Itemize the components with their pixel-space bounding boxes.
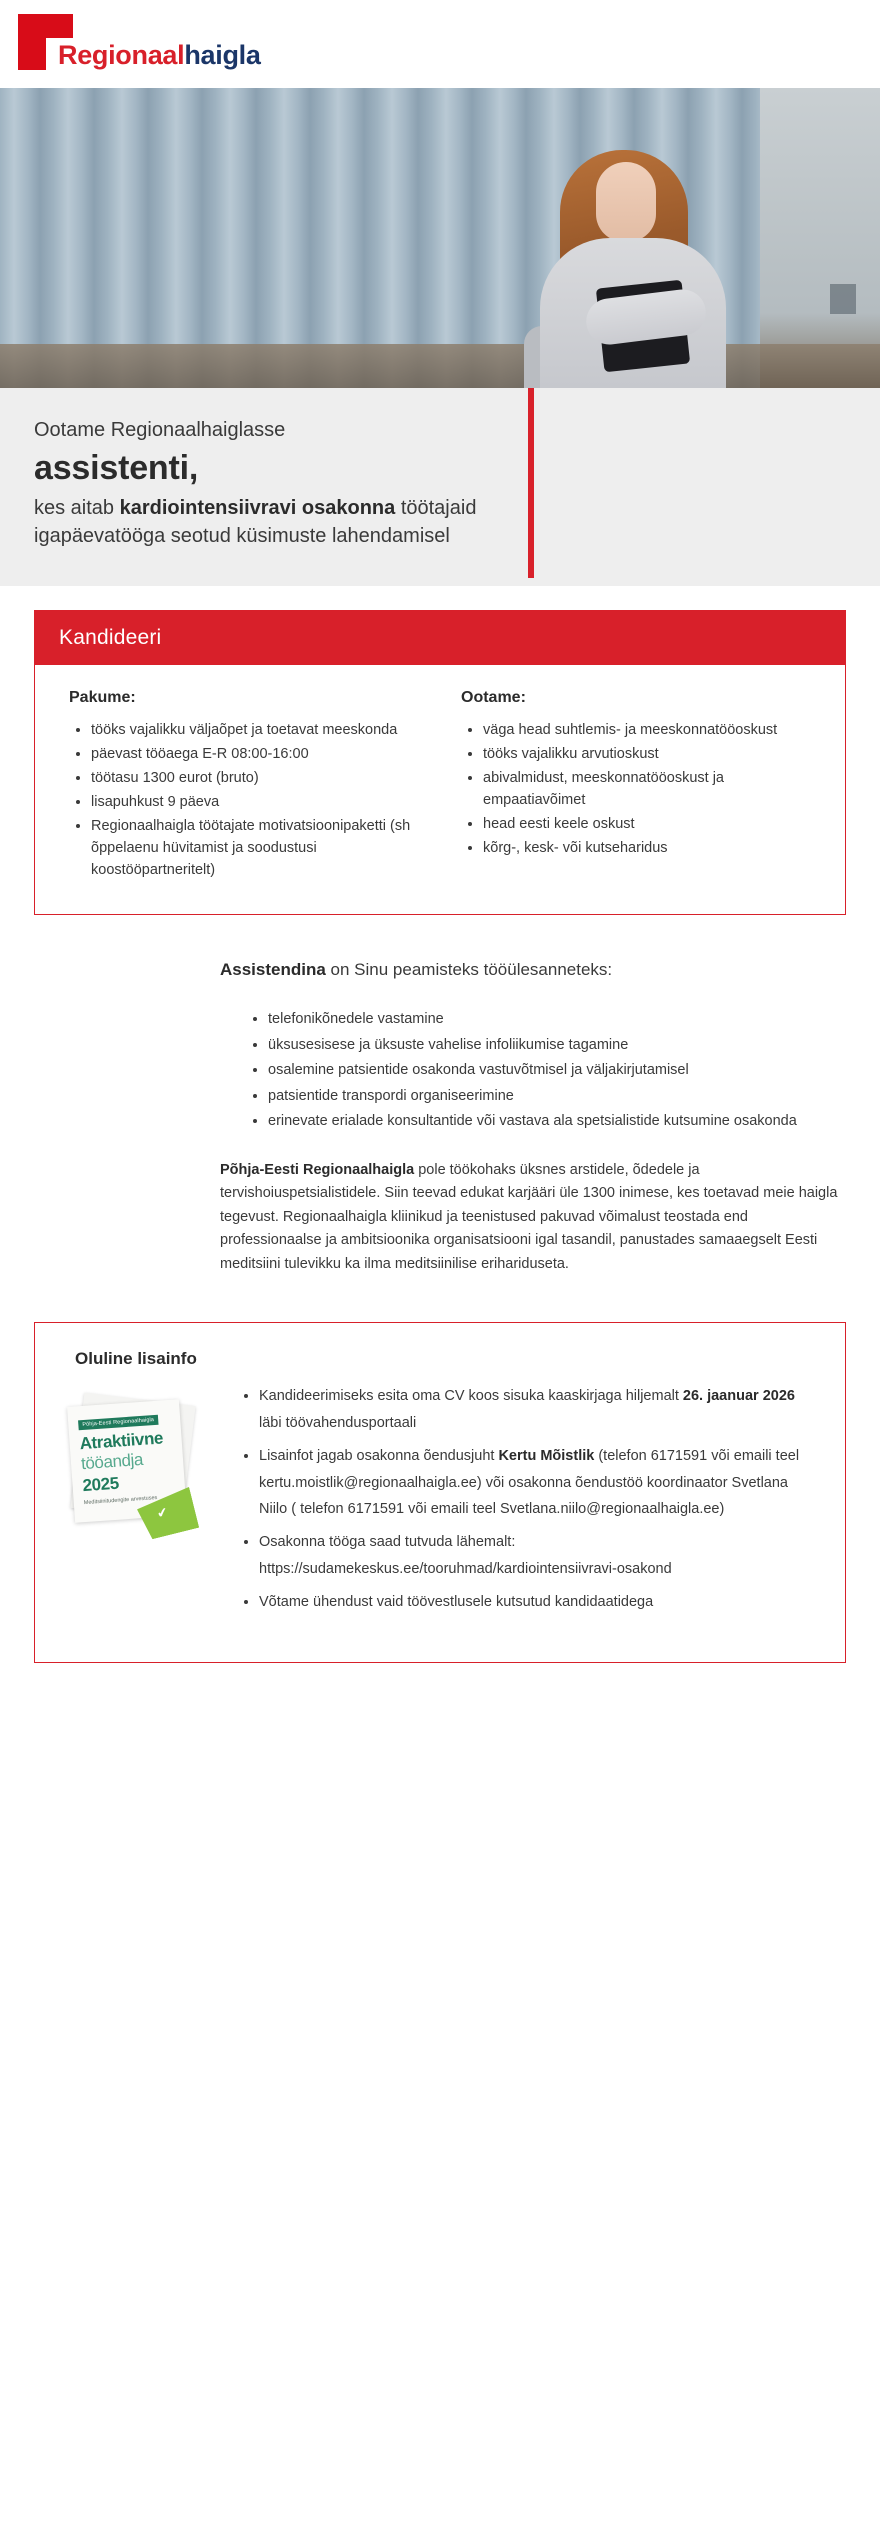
headline-kicker: Ootame Regionaalhaiglasse <box>34 419 286 441</box>
tasks-title <box>220 957 840 983</box>
list-item: • abivalmidust, meeskonnatööoskust ja empaatiavõimet <box>483 767 823 811</box>
headline-sub-bold: kardiointensiivravi osakonna <box>119 496 396 519</box>
important-info-list <box>217 1383 819 1622</box>
tasks-title-rest: on Sinu peamisteks tööülesanneteks: <box>325 959 613 979</box>
attractive-employer-badge <box>61 1395 201 1535</box>
important-info-row <box>61 1383 819 1622</box>
badge-line-4: Meditsiinitudengite arvestuses <box>83 1495 158 1507</box>
info-bullets <box>239 1383 819 1616</box>
company-name: Põhja-Eesti Regionaalhaigla <box>220 1161 415 1178</box>
headline-subtitle <box>34 494 504 551</box>
list-item: • väga head suhtlemis- ja meeskonnatööoskust <box>483 719 823 741</box>
hero-person-face <box>596 162 656 242</box>
info-item-0-bold: 26. jaanuar 2026 <box>682 1388 795 1405</box>
info-item-1-after: (telefon 6171591 või emaili teel kertu.moistlik@regionaalhaigla.ee) või osakonna õendustöö koordinaator Svetlana Niilo ( telefon 6171591 või emaili teel Svetlana.niilo@regionaalhaigla.ee) <box>259 1447 800 1518</box>
badge-line-3: 2025 <box>81 1473 120 1496</box>
offer-list <box>57 719 431 881</box>
offer-column <box>57 689 431 883</box>
list-item: • telefonikõnedele vastamine <box>268 1008 840 1030</box>
logo-wordmark <box>58 40 261 71</box>
info-item-0-after: läbi töövahendusportaali <box>259 1414 417 1431</box>
hero-wall <box>760 88 880 388</box>
apply-box-body <box>35 665 845 913</box>
list-item: • patsientide transpordi organiseerimine <box>268 1085 840 1107</box>
tasks-section <box>0 915 880 1277</box>
list-item <box>259 1443 819 1523</box>
apply-box-heading: Kandideeri <box>35 611 845 665</box>
info-item-2-before: Osakonna tööga saad tutvuda lähemalt: https://sudamekeskus.ee/tooruhmad/kardiointensiivravi-osakond <box>259 1534 672 1577</box>
list-item: • kõrg-, kesk- või kutseharidus <box>483 837 823 859</box>
company-description <box>220 1159 840 1276</box>
hero-wall-panel <box>830 284 856 314</box>
list-item <box>259 1383 819 1437</box>
logo-word-haigla: haigla <box>184 40 261 70</box>
expect-title: Ootame: <box>461 689 526 707</box>
badge-line-2: tööandja <box>80 1449 144 1474</box>
list-item: • tööks vajalikku väljaõpet ja toetavat meeskonda <box>91 719 431 741</box>
list-item: • üksusesisese ja üksuste vahelise infoliikumise tagamine <box>268 1034 840 1056</box>
tasks-list <box>220 1008 840 1132</box>
info-item-1-bold: Kertu Mõistlik <box>498 1447 595 1464</box>
badge-check-icon: ✔ <box>155 1504 170 1522</box>
list-item: • head eesti keele oskust <box>483 813 823 835</box>
info-item-1-before: Lisainfot jagab osakonna õendusjuht <box>259 1447 499 1464</box>
important-info-box <box>34 1322 846 1663</box>
site-header <box>0 0 880 88</box>
badge-line-1: Atraktiivne <box>79 1428 164 1454</box>
list-item <box>259 1529 819 1583</box>
logo-word-regionaal: Regionaal <box>58 40 185 70</box>
list-item: • erinevate erialade konsultantide või vastava ala spetsialistide kutsumine osakonda <box>268 1110 840 1132</box>
list-item: • töötasu 1300 eurot (bruto) <box>91 767 431 789</box>
list-item: • lisapuhkust 9 päeva <box>91 791 431 813</box>
list-item: • tööks vajalikku arvutioskust <box>483 743 823 765</box>
headline-accent-rule <box>528 388 534 578</box>
offer-title: Pakume: <box>69 689 136 707</box>
expect-column <box>449 689 823 883</box>
regionaalhaigla-logo[interactable] <box>18 12 318 82</box>
hero-floor <box>0 344 880 388</box>
list-item: • Regionaalhaigla töötajate motivatsioonipaketti (sh õppelaenu hüvitamist ja soodustusi koostööpartneritelt) <box>91 815 431 881</box>
tasks-title-bold: Assistendina <box>220 959 326 979</box>
headline-sub-before: kes aitab <box>34 496 120 519</box>
info-item-0-before: Kandideerimiseks esita oma CV koos sisuka kaaskirjaga hiljemalt <box>259 1388 683 1405</box>
badge-org-label: Põhja-Eesti Regionaalhaigla <box>78 1415 158 1431</box>
list-item: • päevast tööaega E-R 08:00-16:00 <box>91 743 431 765</box>
expect-list <box>449 719 823 859</box>
info-item-3-before: Võtame ühendust vaid töövestlusele kutsutud kandidaatidega <box>259 1593 654 1610</box>
hero-curtain-background <box>0 88 880 388</box>
list-item: • osalemine patsientide osakonda vastuvõtmisel ja väljakirjutamisel <box>268 1059 840 1081</box>
important-info-title: Oluline lisainfo <box>75 1349 197 1369</box>
headline-section <box>0 388 880 586</box>
hero-image <box>0 88 880 388</box>
company-description-text: pole töökohaks üksnes arstidele, õdedele ja tervishoiuspetsialistidele. Siin teevad edukat karjääri üle 1300 inimese, kes toetavad meie haigla tegevust. Regionaalhaigla kliinikud ja teenistused pakuvad võimalust teostada end professionaalse ja ambitsioonika organisatsiooni igal tasandil, panustades samaaegselt Eesti meditsiini tulevikku ka ilma meditsiinilise erihariduseta. <box>220 1161 838 1272</box>
headline-sub-after: töötajaid igapäevatööga seotud küsimuste lahendamisel <box>34 496 477 547</box>
list-item <box>259 1589 819 1616</box>
apply-box <box>34 610 846 914</box>
page-title: assistenti, <box>34 449 199 487</box>
